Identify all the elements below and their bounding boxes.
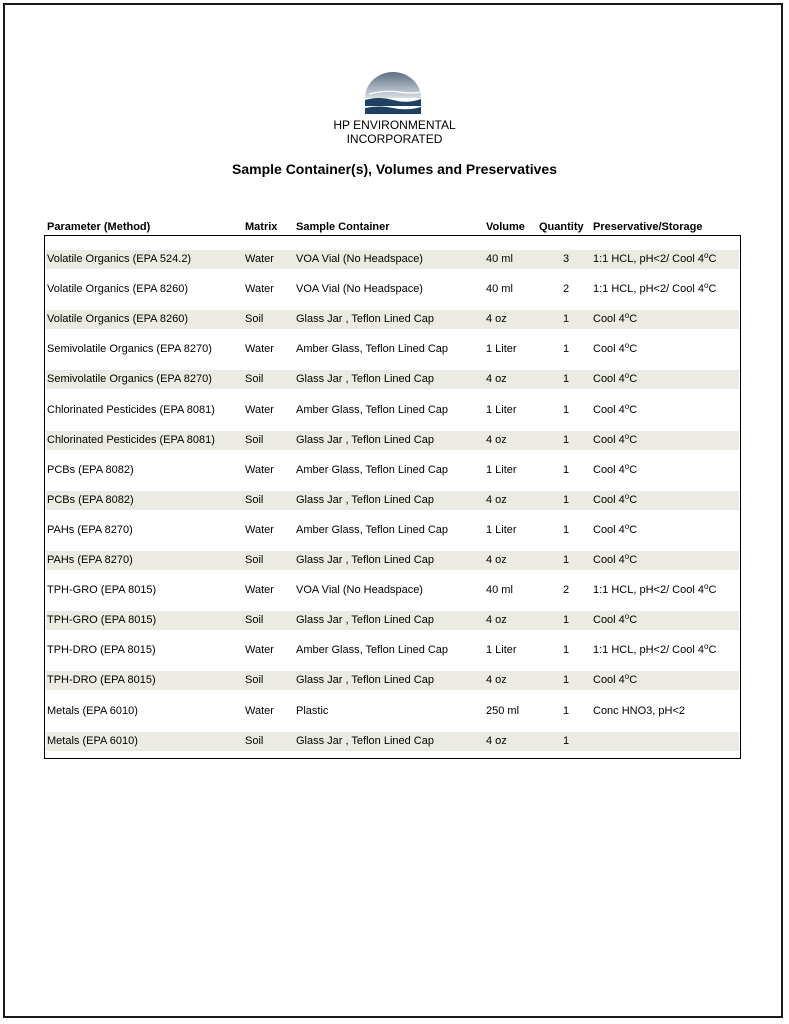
cell-container: Glass Jar , Teflon Lined Cap xyxy=(296,734,434,747)
cell-quantity: 2 xyxy=(562,584,570,597)
cell-matrix: Water xyxy=(245,403,274,416)
cell-volume: 1 Liter xyxy=(486,463,517,476)
cell-parameter: Metals (EPA 6010) xyxy=(47,704,138,717)
cell-volume: 1 Liter xyxy=(486,403,517,416)
cell-preservative xyxy=(593,704,685,719)
table-row xyxy=(46,551,739,581)
degree-superscript: o xyxy=(624,431,630,441)
cell-matrix: Soil xyxy=(245,313,264,326)
table-row xyxy=(46,280,739,310)
cell-parameter: TPH-DRO (EPA 8015) xyxy=(47,674,156,687)
cell-parameter: Metals (EPA 6010) xyxy=(47,734,138,747)
degree-superscript: o xyxy=(624,461,630,471)
cell-parameter: Semivolatile Organics (EPA 8270) xyxy=(47,343,212,356)
degree-superscript: o xyxy=(624,371,630,381)
cell-matrix: Water xyxy=(245,704,274,717)
temperature-unit: C xyxy=(629,433,638,446)
degree-superscript: o xyxy=(703,582,709,592)
table-row xyxy=(46,370,739,400)
cell-parameter: Chlorinated Pesticides (EPA 8081) xyxy=(47,403,215,416)
cell-quantity: 1 xyxy=(562,343,570,356)
cell-matrix: Water xyxy=(245,283,274,296)
cell-volume: 4 oz xyxy=(486,734,507,747)
cell-container: VOA Vial (No Headspace) xyxy=(296,584,423,597)
preservative-text: Cool 4 xyxy=(593,493,625,506)
cell-quantity: 1 xyxy=(562,734,570,747)
preservative-text: Cool 4 xyxy=(593,523,625,536)
temperature-unit: C xyxy=(629,343,638,356)
cell-volume: 1 Liter xyxy=(486,644,517,657)
cell-matrix: Soil xyxy=(245,373,264,386)
cell-volume: 40 ml xyxy=(486,283,513,296)
cell-quantity: 1 xyxy=(562,463,570,476)
temperature-unit: C xyxy=(629,614,638,627)
column-header-volume: Volume xyxy=(486,221,525,233)
cell-container: Glass Jar , Teflon Lined Cap xyxy=(296,493,434,506)
cell-matrix: Soil xyxy=(245,433,264,446)
cell-container: Glass Jar , Teflon Lined Cap xyxy=(296,373,434,386)
degree-superscript: o xyxy=(624,401,630,411)
cell-quantity: 2 xyxy=(562,283,570,296)
column-header-preservative: Preservative/Storage xyxy=(593,221,703,233)
cell-quantity: 1 xyxy=(562,523,570,536)
cell-preservative xyxy=(593,613,637,628)
cell-matrix: Soil xyxy=(245,734,264,747)
cell-volume: 4 oz xyxy=(486,433,507,446)
cell-volume: 4 oz xyxy=(486,674,507,687)
cell-matrix: Water xyxy=(245,253,274,265)
cell-parameter: Volatile Organics (EPA 8260) xyxy=(47,313,189,326)
preservative-text: Cool 4 xyxy=(593,343,625,356)
cell-quantity: 1 xyxy=(562,493,570,506)
column-header-quantity: Quantity xyxy=(539,221,584,233)
table-row xyxy=(46,671,739,701)
preservative-text: Cool 4 xyxy=(593,433,625,446)
cell-container: Plastic xyxy=(296,704,329,717)
cell-container: Glass Jar , Teflon Lined Cap xyxy=(296,433,434,446)
table-row xyxy=(46,521,739,551)
column-header-container: Sample Container xyxy=(296,221,390,233)
cell-container: VOA Vial (No Headspace) xyxy=(296,283,423,296)
cell-container: Glass Jar , Teflon Lined Cap xyxy=(296,614,434,627)
table-row xyxy=(46,641,739,671)
document-title: Sample Container(s), Volumes and Preservatives xyxy=(232,161,557,177)
cell-container: Amber Glass, Teflon Lined Cap xyxy=(296,343,449,356)
cell-matrix: Water xyxy=(245,584,274,597)
cell-preservative xyxy=(593,282,716,297)
cell-container: Amber Glass, Teflon Lined Cap xyxy=(296,644,449,657)
cell-parameter: PCBs (EPA 8082) xyxy=(47,463,134,476)
cell-quantity: 1 xyxy=(562,674,570,687)
cell-quantity: 1 xyxy=(562,403,570,416)
temperature-unit: C xyxy=(629,554,638,566)
cell-volume: 1 Liter xyxy=(486,343,517,356)
cell-preservative xyxy=(593,583,716,598)
cell-matrix: Water xyxy=(245,463,274,476)
company-name-line2: INCORPORATED xyxy=(346,132,443,146)
cell-quantity: 1 xyxy=(562,433,570,446)
cell-volume: 40 ml xyxy=(486,584,513,597)
preservative-text: 1:1 HCL, pH<2/ Cool 4 xyxy=(593,253,704,265)
table-row xyxy=(46,310,739,340)
cell-container: Glass Jar , Teflon Lined Cap xyxy=(296,554,434,566)
cell-container: Glass Jar , Teflon Lined Cap xyxy=(296,674,434,687)
cell-parameter: PCBs (EPA 8082) xyxy=(47,493,134,506)
cell-container: VOA Vial (No Headspace) xyxy=(296,253,423,265)
degree-superscript: o xyxy=(624,491,630,501)
preservative-text: 1:1 HCL, pH<2/ Cool 4 xyxy=(593,283,704,296)
cell-container: Amber Glass, Teflon Lined Cap xyxy=(296,523,449,536)
table-row xyxy=(46,340,739,370)
cell-preservative xyxy=(593,252,716,267)
temperature-unit: C xyxy=(629,313,638,326)
preservative-text: Cool 4 xyxy=(593,463,625,476)
cell-parameter: PAHs (EPA 8270) xyxy=(47,523,133,536)
cell-preservative xyxy=(593,372,637,387)
company-logo xyxy=(365,72,421,114)
degree-superscript: o xyxy=(624,552,630,561)
cell-quantity: 3 xyxy=(562,253,570,265)
cell-volume: 1 Liter xyxy=(486,523,517,536)
cell-parameter: Semivolatile Organics (EPA 8270) xyxy=(47,373,212,386)
cell-parameter: Volatile Organics (EPA 8260) xyxy=(47,283,189,296)
cell-quantity: 1 xyxy=(562,704,570,717)
degree-superscript: o xyxy=(703,251,709,260)
temperature-unit: C xyxy=(629,403,638,416)
cell-parameter: TPH-GRO (EPA 8015) xyxy=(47,584,157,597)
temperature-unit: C xyxy=(708,584,717,597)
preservative-text: Cool 4 xyxy=(593,313,625,326)
cell-container: Amber Glass, Teflon Lined Cap xyxy=(296,463,449,476)
cell-preservative xyxy=(593,403,637,418)
cell-matrix: Soil xyxy=(245,554,264,566)
degree-superscript: o xyxy=(624,311,630,321)
cell-volume: 4 oz xyxy=(486,614,507,627)
cell-preservative xyxy=(593,342,637,357)
cell-volume: 4 oz xyxy=(486,493,507,506)
cell-matrix: Water xyxy=(245,343,274,356)
cell-preservative xyxy=(593,312,637,327)
preservative-text: Cool 4 xyxy=(593,674,625,687)
cell-container: Glass Jar , Teflon Lined Cap xyxy=(296,313,434,326)
cell-volume: 250 ml xyxy=(486,704,520,717)
degree-superscript: o xyxy=(703,642,709,652)
cell-matrix: Water xyxy=(245,644,274,657)
cell-parameter: PAHs (EPA 8270) xyxy=(47,554,133,566)
cell-quantity: 1 xyxy=(562,373,570,386)
cell-preservative xyxy=(593,643,716,658)
table-row xyxy=(46,611,739,641)
temperature-unit: C xyxy=(629,463,638,476)
preservative-text: Cool 4 xyxy=(593,554,625,566)
column-header-parameter: Parameter (Method) xyxy=(47,221,151,233)
cell-matrix: Soil xyxy=(245,674,264,687)
degree-superscript: o xyxy=(703,281,709,291)
temperature-unit: C xyxy=(629,523,638,536)
table-row xyxy=(46,461,739,491)
cell-quantity: 1 xyxy=(562,644,570,657)
cell-preservative xyxy=(593,463,637,478)
preservative-text: Cool 4 xyxy=(593,403,625,416)
cell-preservative xyxy=(593,433,637,448)
cell-volume: 40 ml xyxy=(486,253,513,265)
cell-parameter: TPH-GRO (EPA 8015) xyxy=(47,614,157,627)
column-header-matrix: Matrix xyxy=(245,221,278,233)
cell-quantity: 1 xyxy=(562,614,570,627)
table-row xyxy=(46,732,739,762)
temperature-unit: C xyxy=(708,283,717,296)
cell-volume: 4 oz xyxy=(486,313,507,326)
company-name-line1: HP ENVIRONMENTAL xyxy=(333,118,456,132)
cell-volume: 4 oz xyxy=(486,373,507,386)
preservative-text: 1:1 HCL, pH<2/ Cool 4 xyxy=(593,584,704,597)
temperature-unit: C xyxy=(629,674,638,687)
cell-matrix: Water xyxy=(245,523,274,536)
preservative-text: Cool 4 xyxy=(593,373,625,386)
temperature-unit: C xyxy=(708,253,717,265)
preservative-text: 1:1 HCL, pH<2/ Cool 4 xyxy=(593,644,704,657)
cell-matrix: Soil xyxy=(245,493,264,506)
table-row xyxy=(46,491,739,521)
cell-matrix: Soil xyxy=(245,614,264,627)
cell-container: Amber Glass, Teflon Lined Cap xyxy=(296,403,449,416)
degree-superscript: o xyxy=(624,521,630,531)
cell-preservative xyxy=(593,523,637,538)
degree-superscript: o xyxy=(624,612,630,622)
table-row xyxy=(46,581,739,611)
preservative-text: Cool 4 xyxy=(593,614,625,627)
cell-preservative xyxy=(593,553,637,568)
table-row xyxy=(46,702,739,732)
table-row xyxy=(46,250,739,280)
degree-superscript: o xyxy=(624,672,630,682)
preservative-text: Conc HNO3, pH<2 xyxy=(593,704,686,717)
temperature-unit: C xyxy=(629,493,638,506)
cell-parameter: TPH-DRO (EPA 8015) xyxy=(47,644,156,657)
temperature-unit: C xyxy=(629,373,638,386)
cell-quantity: 1 xyxy=(562,554,570,566)
cell-preservative xyxy=(593,493,637,508)
table-row xyxy=(46,431,739,461)
cell-volume: 4 oz xyxy=(486,554,507,566)
degree-superscript: o xyxy=(624,341,630,351)
cell-parameter: Volatile Organics (EPA 524.2) xyxy=(47,253,192,265)
table-row xyxy=(46,401,739,431)
cell-parameter: Chlorinated Pesticides (EPA 8081) xyxy=(47,433,215,446)
cell-preservative xyxy=(593,673,637,688)
cell-quantity: 1 xyxy=(562,313,570,326)
temperature-unit: C xyxy=(708,644,717,657)
